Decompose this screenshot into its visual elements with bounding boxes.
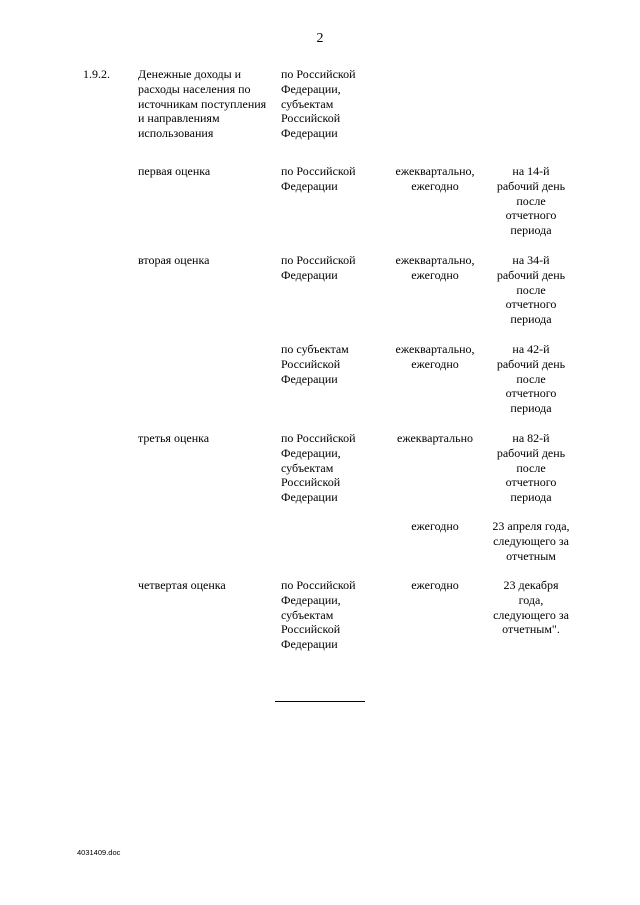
text-line: ежегодно (411, 519, 459, 533)
text-line: источникам поступления (138, 96, 267, 111)
deadline-fourth (481, 578, 581, 637)
text-line: Российской (281, 356, 341, 371)
text-line: и направлениям (138, 111, 220, 126)
frequency-first (385, 164, 485, 194)
text-line: субъектам (281, 460, 334, 475)
stage-third-estimate: третья оценка (138, 431, 210, 445)
deadline-third (481, 431, 581, 505)
frequency-second-regions (385, 342, 485, 372)
text-line: на 82-й (512, 431, 550, 445)
text-line: Федерации (281, 178, 338, 193)
text-line: по Российской (281, 578, 356, 592)
text-line: Российской (281, 475, 341, 490)
text-line: ежеквартально, (395, 164, 475, 178)
text-line: 23 декабря (503, 578, 559, 592)
text-line: рабочий день (496, 267, 566, 282)
frequency-second (385, 253, 485, 283)
text-line: следующего за (493, 533, 569, 548)
text-line: на 34-й (512, 253, 550, 267)
text-line: отчетного (505, 208, 557, 223)
text-line: периода (510, 223, 552, 238)
text-line: Федерации (281, 267, 338, 282)
deadline-second-regions (481, 342, 581, 416)
text-line: отчетного (505, 297, 557, 312)
text-line: Федерации, (281, 81, 341, 96)
text-line: по Российской (281, 164, 356, 178)
page-number: 2 (316, 31, 324, 46)
text-line: отчетного (505, 386, 557, 401)
text-line: следующего за (493, 607, 569, 622)
text-line: рабочий день (496, 445, 566, 460)
text-line: после (516, 460, 546, 475)
text-line: ежеквартально (397, 431, 473, 445)
text-line: использования (138, 126, 214, 141)
text-line: ежеквартально, (395, 253, 475, 267)
text-line: после (516, 371, 546, 386)
text-line: периода (510, 401, 552, 416)
text-line: Федерации (281, 490, 338, 505)
text-line: Российской (281, 622, 341, 637)
text-line: после (516, 193, 546, 208)
text-line: по Российской (281, 67, 356, 81)
item-number: 1.9.2. (83, 67, 110, 81)
file-name-footer: 4031409.doc (77, 848, 121, 857)
frequency-fourth (385, 578, 485, 593)
text-line: ежеквартально, (395, 342, 475, 356)
text-line: после (516, 282, 546, 297)
frequency-third-annual (385, 519, 485, 534)
text-line: Федерации, (281, 592, 341, 607)
stage-first-estimate: первая оценка (138, 164, 211, 178)
text-line: по Российской (281, 253, 356, 267)
item-title (138, 67, 266, 141)
text-line: отчетным (506, 548, 556, 563)
text-line: ежегодно (411, 267, 459, 282)
text-line: расходы населения по (138, 81, 251, 96)
level-first (281, 164, 356, 194)
stage-second-estimate: вторая оценка (138, 253, 210, 267)
text-line: ежегодно (411, 178, 459, 193)
text-line: Федерации (281, 371, 338, 386)
text-line: периода (510, 312, 552, 327)
deadline-third-annual (481, 519, 581, 563)
text-line: по Российской (281, 431, 356, 445)
deadline-second (481, 253, 581, 327)
level-fourth (281, 578, 356, 652)
text-line: рабочий день (496, 178, 566, 193)
text-line: отчетного (505, 475, 557, 490)
text-line: отчетным". (502, 622, 560, 637)
level-second (281, 253, 356, 283)
text-line: 23 апреля года, (492, 519, 570, 533)
text-line: рабочий день (496, 356, 566, 371)
stage-fourth-estimate: четвертая оценка (138, 578, 226, 592)
text-line: по субъектам (281, 342, 349, 356)
text-line: на 42-й (512, 342, 550, 356)
text-line: субъектам (281, 96, 334, 111)
text-line: Федерации (281, 637, 338, 652)
text-line: ежегодно (411, 356, 459, 371)
level-second-regions (281, 342, 349, 386)
text-line: периода (510, 490, 552, 505)
text-line: Денежные доходы и (138, 67, 242, 81)
text-line: года, (518, 592, 544, 607)
item-level (281, 67, 356, 141)
deadline-first (481, 164, 581, 238)
text-line: на 14-й (512, 164, 550, 178)
text-line: Федерации (281, 126, 338, 141)
text-line: ежегодно (411, 578, 459, 592)
text-line: субъектам (281, 607, 334, 622)
horizontal-rule (275, 701, 365, 702)
frequency-third (385, 431, 485, 446)
text-line: Федерации, (281, 445, 341, 460)
level-third (281, 431, 356, 505)
text-line: Российской (281, 111, 341, 126)
